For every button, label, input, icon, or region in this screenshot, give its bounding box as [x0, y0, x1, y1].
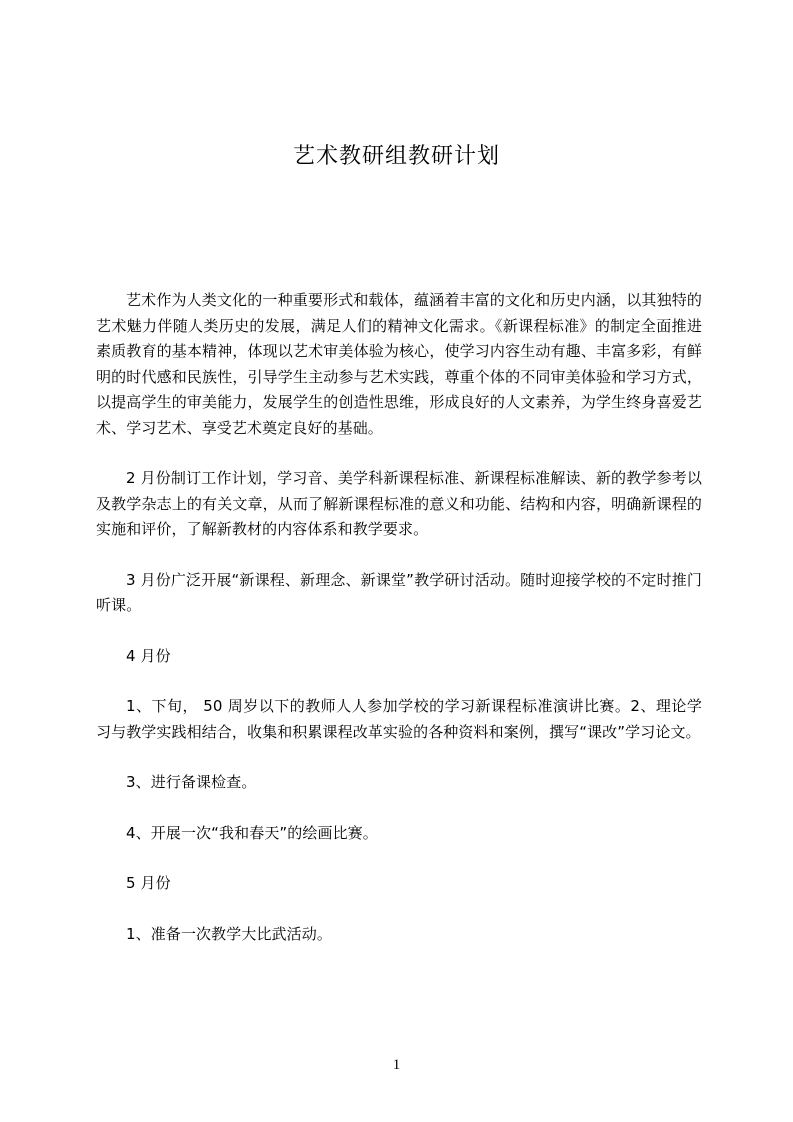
paragraph-intro: 艺术作为人类文化的一种重要形式和载体，蕴涵着丰富的文化和历史内涵，以其独特的艺术魅力伴随人类历史的发展，满足人们的精神文化需求。《新课程标准》的制定全面推进素质教育的基本精神，体现以艺术审美体验为核心，使学习内容生动有趣、丰富多彩，有鲜明的时代感和民族性，引导学生主动参与艺术实践，尊重个体的不同审美体验和学习方式，以提高学生的审美能力，发展学生的创造性思维，形成良好的人文素养，为学生终身喜爱艺术、学习艺术、享受艺术奠定良好的基础。 — [96, 291, 702, 437]
paragraph-april-items: 1、下旬， 50 周岁以下的教师人人参加学校的学习新课程标准演讲比赛。2、理论学习与教学实践相结合，收集和积累课程改革实验的各种资料和案例，撰写“课改”学习论文。 — [96, 697, 702, 741]
page-number: 1 — [392, 1057, 401, 1073]
paragraph-may-item-1: 1、准备一次教学大比武活动。 — [126, 924, 332, 943]
paragraph-april-item-3: 3、进行备课检查。 — [126, 773, 257, 791]
document-title: 艺术教研组教研计划 — [292, 144, 500, 169]
heading-may: 5 月份 — [126, 874, 171, 892]
document-body — [96, 288, 702, 972]
paragraph-march: 3 月份广泛开展“新课程、新理念、新课堂”教学研讨活动。随时迎接学校的不定时推门听课。 — [96, 570, 702, 614]
heading-april: 4 月份 — [126, 646, 171, 665]
paragraph-april-item-4: 4、开展一次“我和春天”的绘画比赛。 — [126, 823, 378, 842]
paragraph-february: 2 月份制订工作计划，学习音、美学科新课程标准、新课程标准解读、新的教学参考以及教学杂志上的有关文章，从而了解新课程标准的意义和功能、结构和内容，明确新课程的实施和评价，了解新教材的内容体系和教学要求。 — [96, 469, 702, 538]
